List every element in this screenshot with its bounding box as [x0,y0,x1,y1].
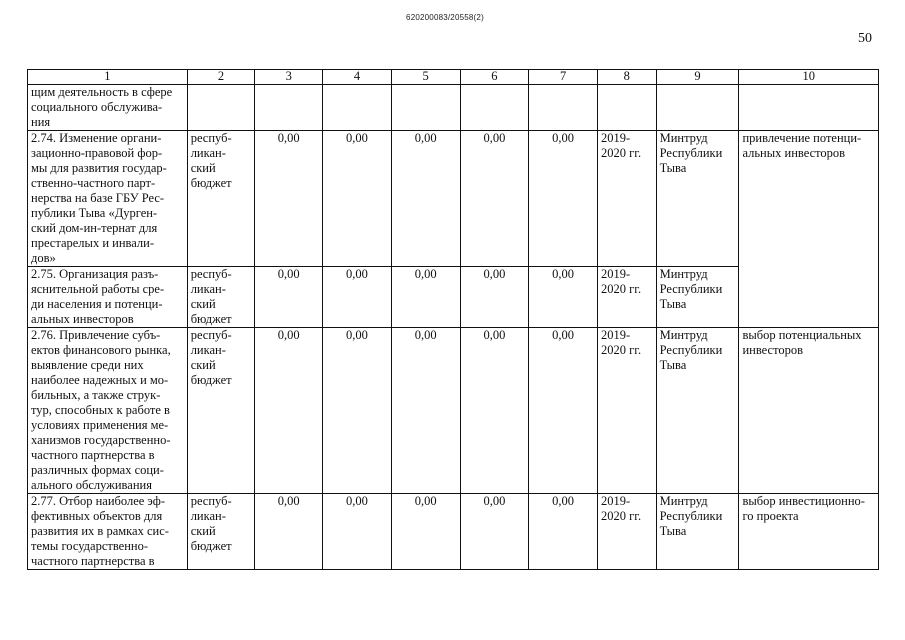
column-number: 7 [529,70,598,85]
measure-name: 2.74. Изменение органи- зационно-правовой фор- мы для развития государ- ственно-частного парт- нерства на базе ГБУ Рес- публики Тыва «Дурген- ский дом-ин-тернат для престарелых и инвали- дов» [28,131,188,267]
funding-source: респуб- ликан- ский бюджет [187,131,255,267]
funding-source: респуб- ликан- ский бюджет [187,328,255,494]
column-number: 5 [391,70,460,85]
amount-cell: 0,00 [391,328,460,494]
column-number: 3 [255,70,323,85]
executor-cell: Минтруд Республики Тыва [656,328,739,494]
amount-cell: 0,00 [323,328,392,494]
amount-cell: 0,00 [460,267,529,328]
measure-name: 2.75. Организация разъ- яснительной работы сре- ди населения и потенци- альных инвесторов [28,267,188,328]
amount-cell: 0,00 [255,267,323,328]
measure-name: 2.76. Привлечение субъ- ектов финансового рынка, выявление среди них наиболее надежных и мо- бильных, а также струк- тур, способных к работе в условиях применения ме- ханизмов государственно- частного партнерства в различных формах соци- ального обслуживания [28,328,188,494]
column-number: 2 [187,70,255,85]
measure-name-continued: щим деятельность в сфере социального обслужива- ния [28,85,188,131]
period-cell: 2019- 2020 гг. [597,494,656,570]
result-cell [739,267,879,328]
executor-cell: Минтруд Республики Тыва [656,131,739,267]
amount-cell: 0,00 [391,267,460,328]
measure-name: 2.77. Отбор наиболее эф- фективных объектов для развития их в рамках сис- темы государственно- частного партнерства в [28,494,188,570]
column-number: 8 [597,70,656,85]
result-cell: выбор инвестиционно- го проекта [739,494,879,570]
funding-source: респуб- ликан- ский бюджет [187,494,255,570]
executor-cell: Минтруд Республики Тыва [656,494,739,570]
table-row [28,494,879,570]
amount-cell: 0,00 [529,131,598,267]
amount-cell: 0,00 [323,131,392,267]
amount-cell: 0,00 [323,267,392,328]
amount-cell: 0,00 [529,494,598,570]
amount-cell: 0,00 [460,131,529,267]
column-number-row [28,70,879,85]
amount-cell: 0,00 [391,494,460,570]
funding-source: респуб- ликан- ский бюджет [187,267,255,328]
amount-cell: 0,00 [460,494,529,570]
document-code: 620200083/20558(2) [406,13,484,22]
amount-cell: 0,00 [255,131,323,267]
amount-cell: 0,00 [529,328,598,494]
column-number: 6 [460,70,529,85]
amount-cell: 0,00 [255,494,323,570]
amount-cell: 0,00 [460,328,529,494]
period-cell: 2019- 2020 гг. [597,328,656,494]
amount-cell: 0,00 [255,328,323,494]
amount-cell: 0,00 [529,267,598,328]
column-number: 9 [656,70,739,85]
period-cell: 2019- 2020 гг. [597,131,656,267]
executor-cell: Минтруд Республики Тыва [656,267,739,328]
result-cell: привлечение потенци- альных инвесторов [739,131,879,267]
amount-cell: 0,00 [323,494,392,570]
page-number: 50 [858,31,872,46]
table-row [28,131,879,267]
period-cell: 2019- 2020 гг. [597,267,656,328]
table-row [28,328,879,494]
program-measures-table [27,69,879,570]
column-number: 1 [28,70,188,85]
amount-cell: 0,00 [391,131,460,267]
result-cell: выбор потенциальных инвесторов [739,328,879,494]
column-number: 4 [323,70,392,85]
continuation-row [28,85,879,131]
table-row [28,267,879,328]
column-number: 10 [739,70,879,85]
